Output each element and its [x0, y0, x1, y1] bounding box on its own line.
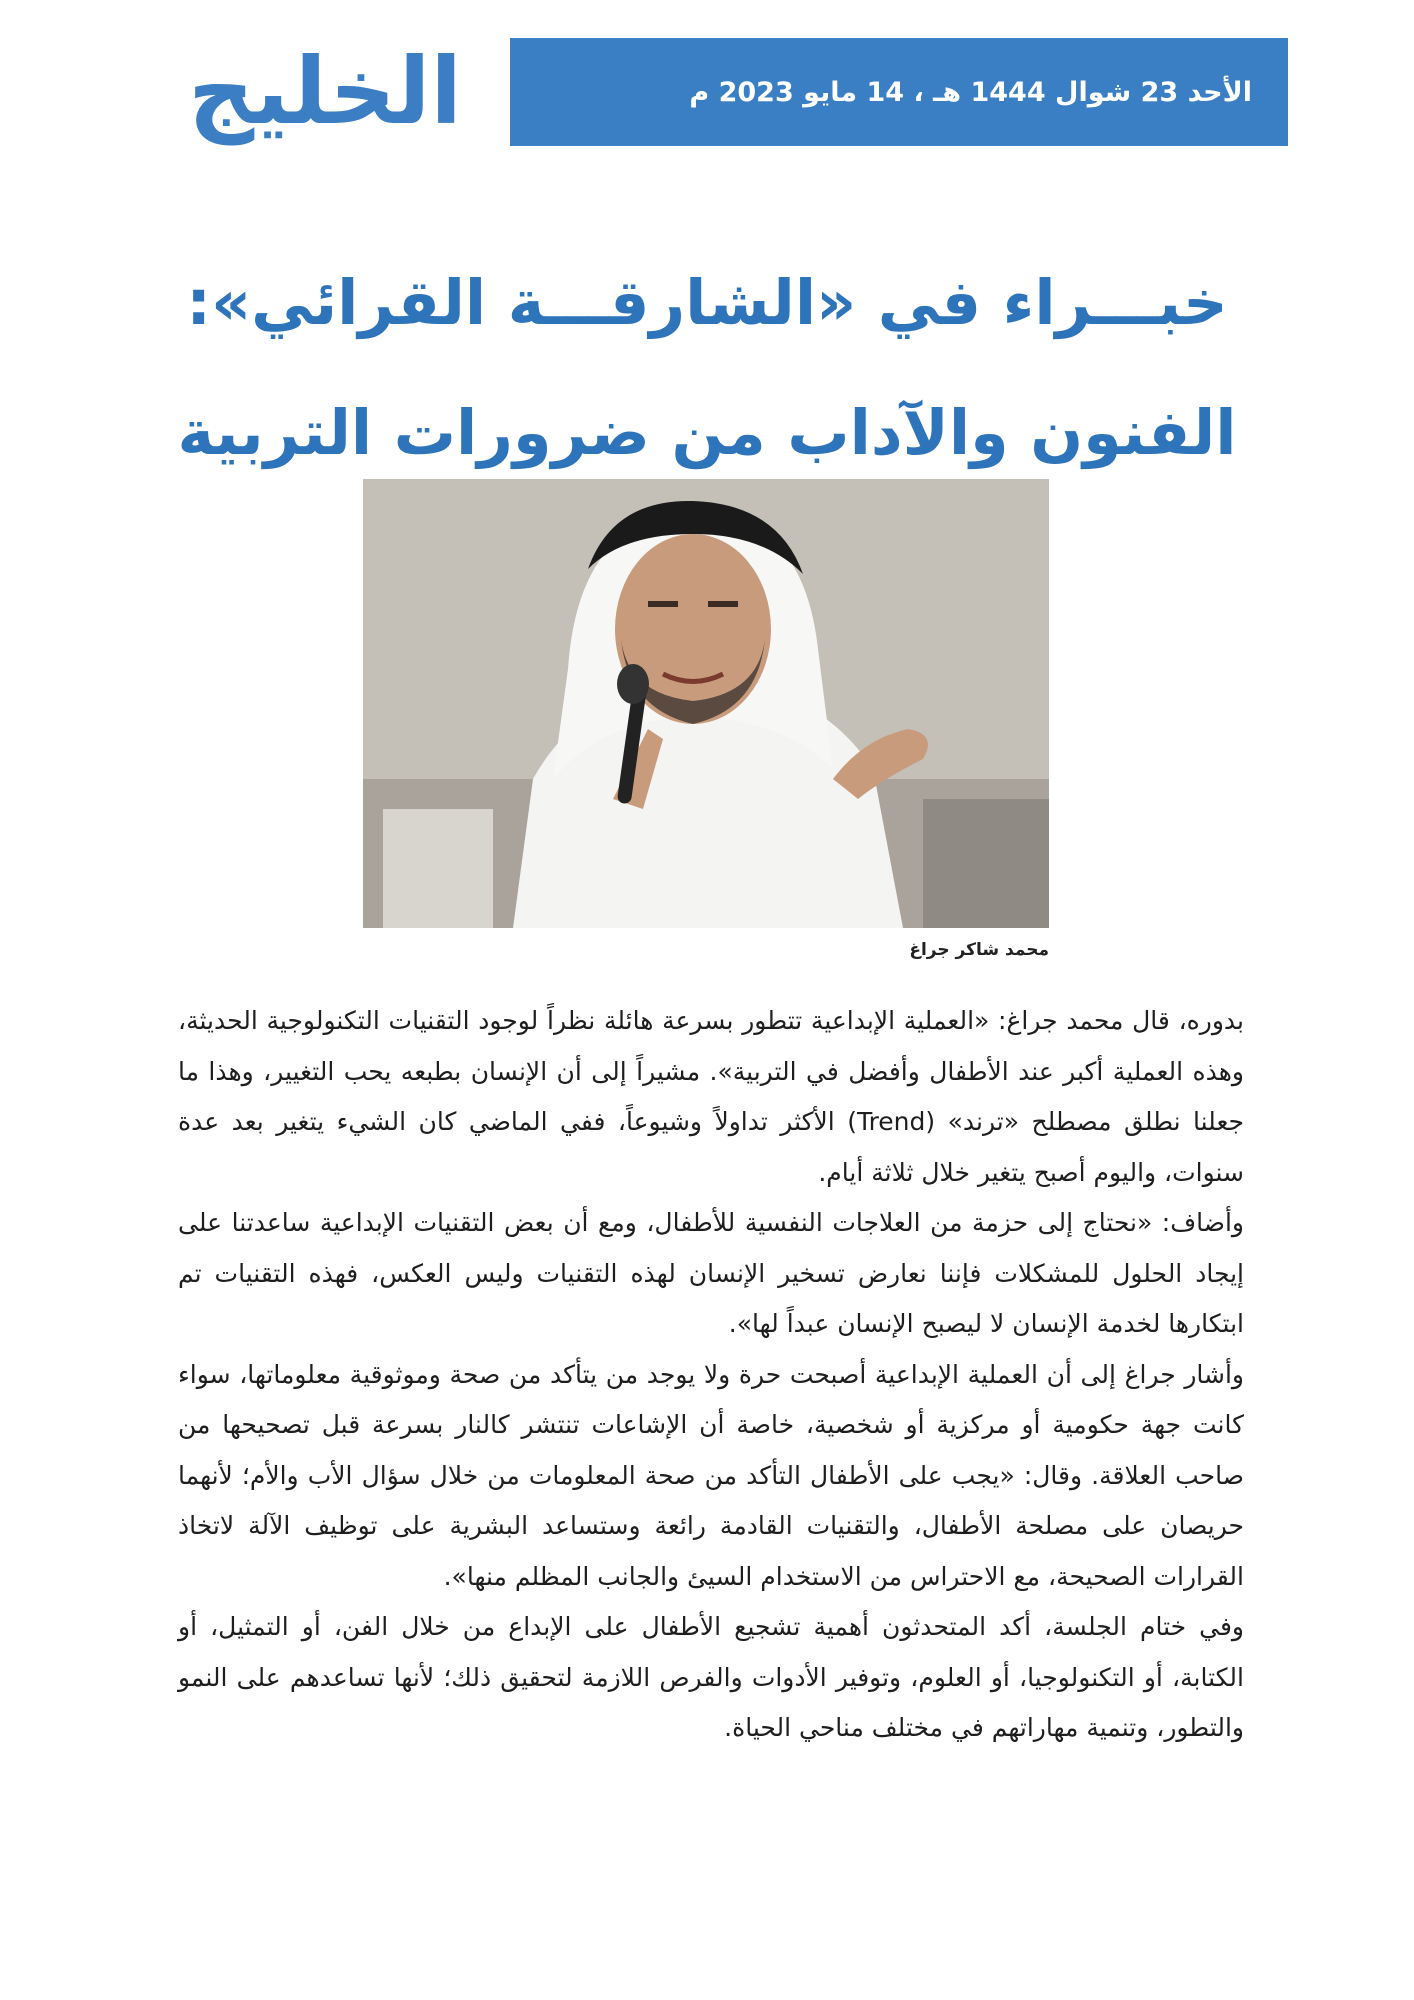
- headline-line-1: خبـــراء في «الشارقـــة القرائي»:: [186, 265, 1228, 339]
- masthead: [180, 38, 1288, 146]
- headline-line-2: الفنون والآداب من ضرورات التربية: [177, 395, 1237, 469]
- speaker-photo: [363, 479, 1049, 928]
- article-paragraph: وأضاف: «نحتاج إلى حزمة من العلاجات النفسية للأطفال، ومع أن بعض التقنيات الإبداعية ساعدتنا على إيجاد الحلول للمشكلات فإننا نعارض تسخير الإنسان لهذه التقنيات وليس العكس، فهذه التقنيات تم ابتكارها لخدمة الإنسان لا ليصبح الإنسان عبداً لها».: [178, 1208, 1244, 1338]
- date-bar: [510, 38, 1288, 146]
- issue-date: الأحد 23 شوال 1444 هـ ، 14 مايو 2023 م: [689, 76, 1252, 108]
- speaker-illustration: [363, 479, 1049, 928]
- photo-caption: محمد شاكر جراغ: [909, 940, 1049, 960]
- article-paragraph: وأشار جراغ إلى أن العملية الإبداعية أصبحت حرة ولا يوجد من يتأكد من صحة وموثوقية معلوماتها، سواء كانت جهة حكومية أو مركزية أو شخصية، خاصة أن الإشاعات تنتشر كالنار بسرعة قبل تصحيحها من صاحب العلاقة. وقال: «يجب على الأطفال التأكد من صحة المعلومات من خلال سؤال الأب والأم؛ لأنهما حريصان على مصلحة الأطفال، والتقنيات القادمة رائعة وستساعد البشرية على توظيف الآلة لاتخاذ القرارات الصحيحة، مع الاحتراس من الاستخدام السيئ والجانب المظلم منها».: [178, 1359, 1244, 1591]
- article-body: [178, 996, 1244, 1986]
- article-paragraph: بدوره، قال محمد جراغ: «العملية الإبداعية تتطور بسرعة هائلة نظراً لوجود التقنيات التكنولوجية الحديثة، وهذه العملية أكبر عند الأطفال وأفضل في التربية». مشيراً إلى أن الإنسان بطبعه يحب التغيير، وهذا ما جعلنا نطلق مصطلح «ترند» (Trend) الأكثر تداولاً وشيوعاً، ففي الماضي كان الشيء يتغير بعد عدة سنوات، واليوم أصبح يتغير خلال ثلاثة أيام.: [178, 1006, 1244, 1187]
- article-headline: [150, 238, 1264, 498]
- article-paragraph: وفي ختام الجلسة، أكد المتحدثون أهمية تشجيع الأطفال على الإبداع من خلال الفن، أو التمثيل، أو الكتابة، أو التكنولوجيا، أو العلوم، وتوفير الأدوات والفرص اللازمة لتحقيق ذلك؛ لأنها تساعدهم على النمو والتطور، وتنمية مهاراتهم في مختلف مناحي الحياة.: [178, 1612, 1244, 1742]
- newspaper-logo: الخليج: [188, 38, 462, 145]
